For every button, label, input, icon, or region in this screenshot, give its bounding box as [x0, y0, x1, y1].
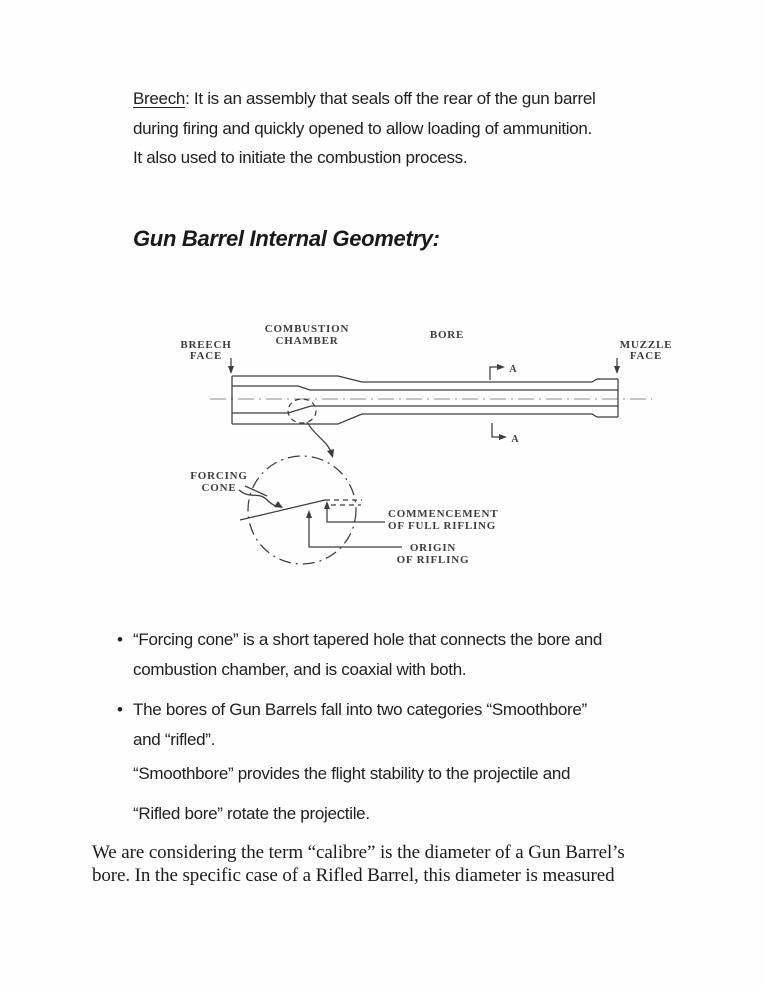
combustion-chamber-label-line1: COMBUSTION: [264, 323, 350, 335]
text-line: combustion chamber, and is coaxial with both.: [133, 659, 467, 679]
breech-term: Breech: [133, 89, 186, 108]
bullet-item-forcing-cone: [133, 625, 602, 684]
breech-face-arrowhead: [228, 366, 234, 374]
forcing-cone-detail: [240, 486, 362, 520]
rifled-bore-note: [133, 799, 370, 829]
bullet-marker: •: [117, 700, 123, 719]
combustion-chamber-label-line2: CHAMBER: [275, 335, 339, 347]
forcing-cone-label-line2: CONE: [201, 482, 237, 494]
bullet-marker: •: [117, 630, 123, 649]
text-line: We are considering the term “calibre” is the diameter of a Gun Barrel’s: [92, 842, 625, 863]
breech-face-label-line2: FACE: [189, 350, 223, 362]
text-line: and “rifled”.: [133, 729, 216, 749]
text-line: “Rifled bore” rotate the projectile.: [133, 804, 370, 823]
breech-face-label-line1: BREECH: [180, 339, 232, 351]
text-line: “Smoothbore” provides the flight stability to the projectile and: [133, 764, 571, 783]
commencement-arrowhead: [324, 501, 330, 509]
section-heading: Gun Barrel Internal Geometry:: [133, 226, 440, 251]
breech-line1-rest: : It is an assembly that seals off the rear of the gun barrel: [185, 89, 596, 108]
text-line: during firing and quickly opened to allow loading of ammunition.: [133, 118, 592, 138]
forcing-cone-label-line1: FORCING: [190, 470, 248, 482]
muzzle-face-label-line1: MUZZLE: [619, 339, 673, 351]
section-a-top-label: A: [509, 364, 517, 375]
section-mark-bottom: [492, 423, 519, 445]
origin-arrowhead: [306, 510, 312, 518]
section-mark-top: [490, 364, 517, 380]
text-line: [133, 84, 595, 114]
bullet-item-bore-categories: [133, 695, 587, 754]
magnified-detail-circle: [248, 456, 356, 564]
breech-paragraph: [133, 84, 595, 173]
text-line: It also used to initiate the combustion process.: [133, 148, 468, 167]
detail-circle-marker: [288, 399, 316, 423]
commencement-label-line1: COMMENCEMENT: [388, 508, 499, 520]
commencement-label-line2: OF FULL RIFLING: [388, 520, 497, 532]
section-a-bottom-label: A: [511, 434, 519, 445]
gun-barrel-diagram: [165, 310, 695, 595]
muzzle-face-label-line2: FACE: [629, 350, 663, 362]
text-line: bore. In the specific case of a Rifled Barrel, this diameter is measured: [92, 864, 615, 886]
muzzle-face-arrowhead: [614, 366, 620, 374]
smoothbore-note: [133, 759, 570, 789]
origin-label-line1: ORIGIN: [409, 542, 457, 554]
text-line: “Forcing cone” is a short tapered hole that connects the bore and: [133, 630, 603, 649]
detail-leader-curve: [307, 422, 331, 452]
forcing-cone-arrowhead: [274, 501, 283, 508]
text-line: The bores of Gun Barrels fall into two categories “Smoothbore”: [133, 700, 587, 719]
forcing-cone-leader: [239, 490, 276, 506]
origin-label-line2: OF RIFLING: [396, 554, 470, 566]
bore-label: BORE: [429, 329, 465, 341]
calibre-paragraph: [92, 842, 625, 887]
barrel-outline: [232, 376, 618, 424]
detail-leader-arrowhead: [327, 449, 334, 458]
